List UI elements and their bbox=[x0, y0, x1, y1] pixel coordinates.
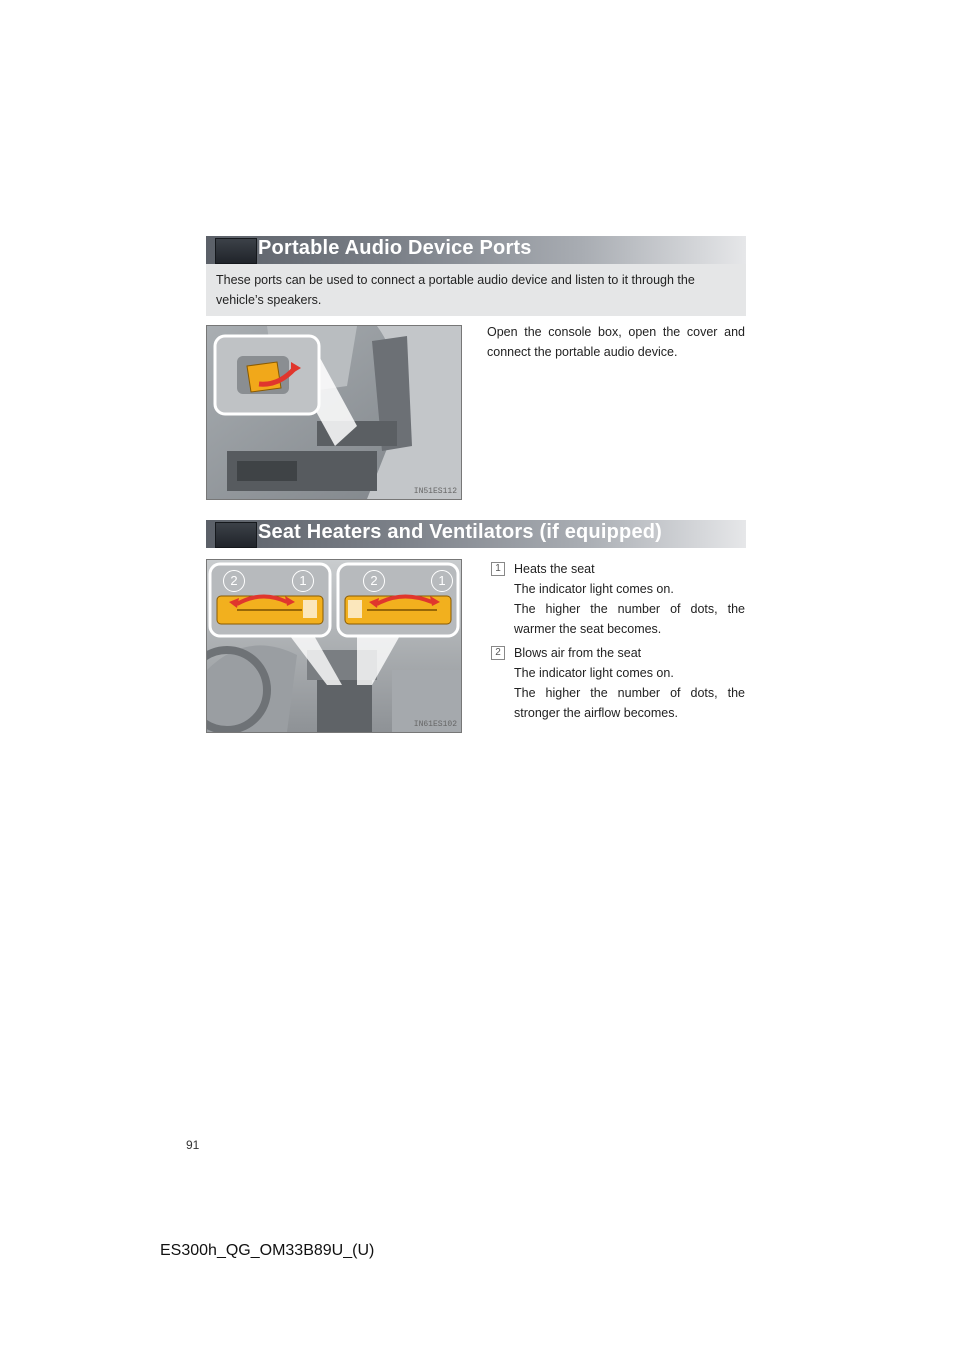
audio-intro: These ports can be used to connect a portable audio device and listen to it through the vehicle’s speakers. bbox=[206, 264, 746, 316]
item-2-line1: The indicator light comes on. bbox=[514, 666, 674, 680]
item-1-line2: The higher the number of dots, the warmer the seat becomes. bbox=[514, 602, 745, 636]
item-2-line2: The higher the number of dots, the stronger the airflow becomes. bbox=[514, 686, 745, 720]
item-number-1: 1 bbox=[491, 562, 505, 576]
audio-instruction: Open the console box, open the cover and connect the portable audio device. bbox=[487, 325, 745, 359]
seat-switch-illustration bbox=[206, 559, 462, 733]
section-title-audio: Portable Audio Device Ports bbox=[258, 237, 532, 259]
figure-callout-2: 2 bbox=[223, 570, 245, 592]
item-2-heading: Blows air from the seat bbox=[514, 646, 642, 660]
figure-code: IN61ES102 bbox=[413, 720, 457, 729]
audio-port-illustration bbox=[206, 325, 462, 500]
item-1-line1: The indicator light comes on. bbox=[514, 582, 674, 596]
figure-callout-1: 1 bbox=[431, 570, 453, 592]
item-1-text bbox=[514, 559, 745, 639]
figure-code: IN51ES112 bbox=[413, 487, 457, 496]
item-2-text bbox=[514, 643, 745, 723]
document-code: ES300h_QG_OM33B89U_(U) bbox=[160, 1242, 375, 1259]
item-1-heading: Heats the seat bbox=[514, 562, 595, 576]
section-header-seat bbox=[206, 520, 746, 548]
figure-callout-2: 2 bbox=[363, 570, 385, 592]
section-header-audio bbox=[206, 236, 746, 264]
section-tab-marker bbox=[215, 238, 257, 264]
page-number: 91 bbox=[186, 1138, 200, 1152]
item-number-2: 2 bbox=[491, 646, 505, 660]
figure-callout-1: 1 bbox=[292, 570, 314, 592]
section-title-seat: Seat Heaters and Ventilators (if equipped) bbox=[258, 521, 663, 543]
section-tab-marker bbox=[215, 522, 257, 548]
